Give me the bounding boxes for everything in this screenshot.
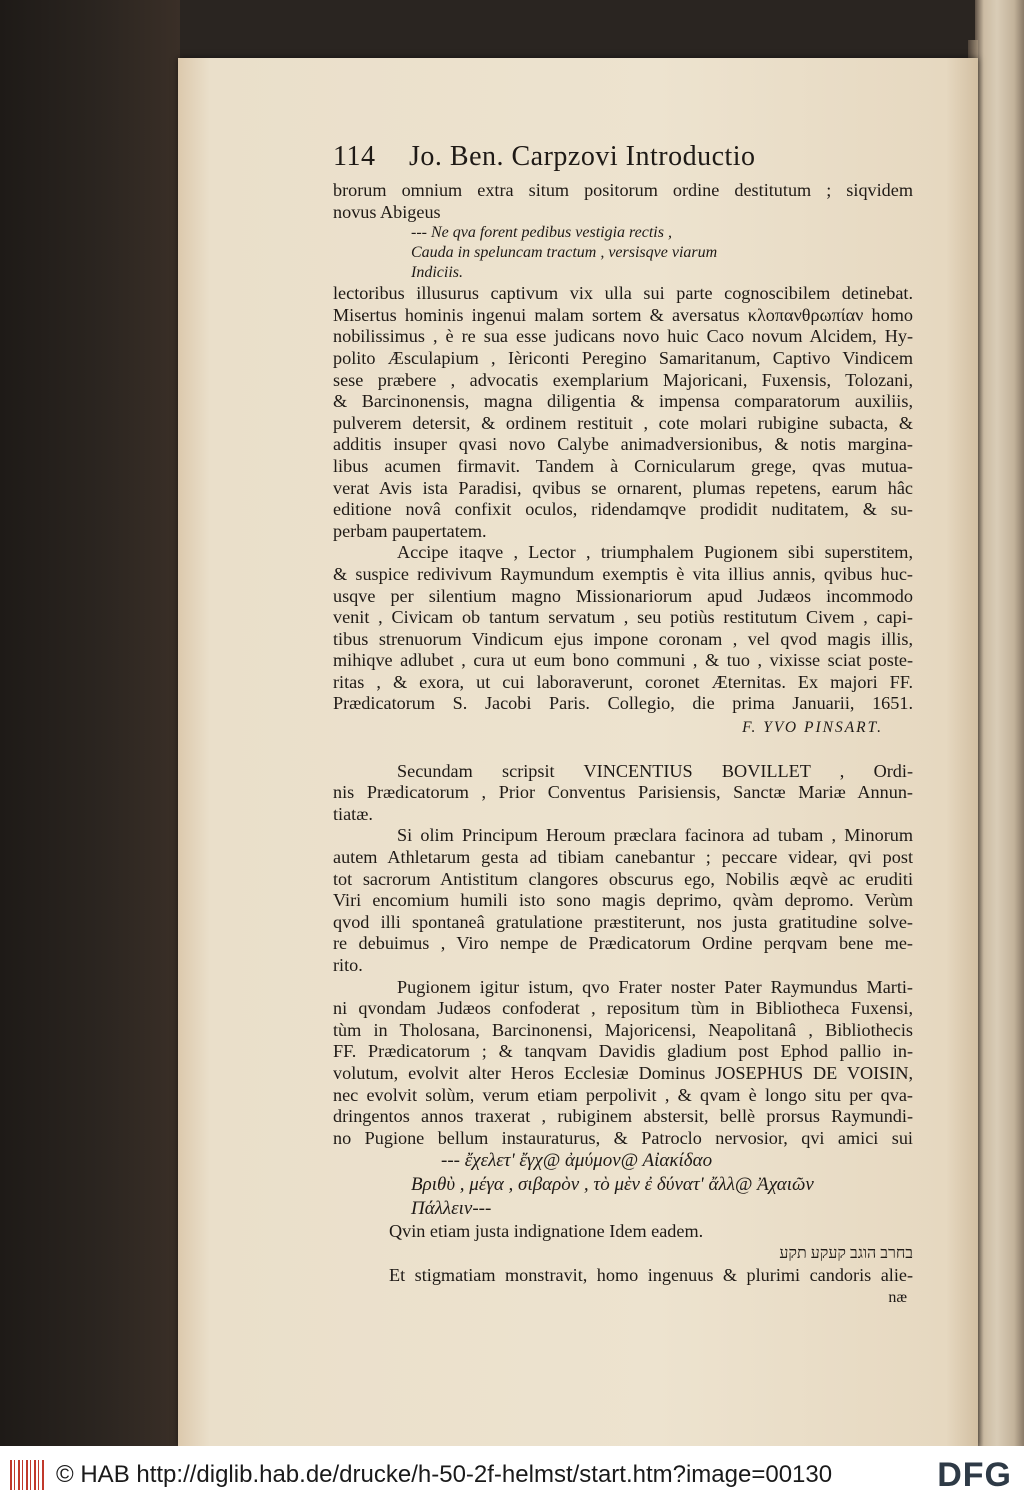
catchword: næ — [888, 1288, 907, 1306]
greek-verse: Βριθὺ , μέγα , σιβαρὸν , τὸ μὲν ἐ δύνατ' ἄλλ@ Ἀχαιῶν — [411, 1174, 814, 1196]
text-line: usqve per silentium magno Missionariorum apud Judæos incommodo — [333, 585, 913, 606]
text-line: sese præbere , advocatis exemplarium Majoricani, Fuxensis, Tolozani, — [333, 369, 913, 390]
text-line: & suspice redivivum Raymundum exemptis è vita illius annis, qvibus huc- — [333, 563, 913, 584]
text-line: pulverem detersit, & ordinem restituit , cote molari rubigine subacta, & — [333, 412, 913, 433]
hebrew-line: בחרב הוגב קעקע תקע — [779, 1244, 913, 1262]
text-line: polito Æsculapium , Ièriconti Peregino Samaritanum, Captivo Vindicem — [333, 347, 913, 368]
text-line: dringentos annos traxerat , rubiginem abstersit, bellè prorsus Raymundi- — [333, 1106, 913, 1127]
text-line: rito. — [333, 955, 363, 975]
text-line: Viri encomium humili isto sono magis deprimo, qvàm depromo. Verùm — [333, 890, 913, 911]
footer-bar — [0, 1446, 1024, 1504]
text-line: nec evolvit solùm, verum etiam perpolivit , & qvam è longo situ per qva- — [333, 1084, 913, 1105]
running-header — [333, 140, 913, 174]
text-line: novus Abigeus — [333, 201, 441, 222]
paragraph-1 — [333, 283, 913, 542]
text-line: tùm in Tholosana, Barcinonensi, Majoricensi, Neapolitanâ , Bibliothecis — [333, 1019, 913, 1040]
text-line: Pugionem igitur istum, qvo Frater noster Pater Raymundus Marti- — [397, 976, 913, 997]
verse-line: --- Ne qva forent pedibus vestigia rectis , — [411, 224, 672, 242]
text-line: Si olim Principum Heroum præclara facinora ad tubam , Minorum — [397, 825, 913, 846]
page-text — [333, 140, 913, 1308]
text-line: nobilissimus , è re sua esse judicans novo huic Caco novum Alcidem, Hy- — [333, 326, 913, 347]
text-line: no Pugione bellum instauraturus, & Patroclo nervosior, qvi amici sui — [333, 1127, 913, 1148]
text-line: nis Prædicatorum , Prior Conventus Parisiensis, Sanctæ Mariæ Annun- — [333, 782, 913, 803]
book-binding-shadow — [0, 0, 180, 1446]
text-line: lectoribus illusurus captivum vix ulla sui parte cognoscibilem detinebat. — [333, 283, 913, 304]
page-stack-edge — [975, 0, 1024, 1446]
paragraph-2 — [333, 542, 913, 715]
text-line: re debuimus , Viro nempe de Prædicatorum Ordine perqvam bene me- — [333, 933, 913, 954]
verse-line: Cauda in speluncam tractum , versisqve viarum — [411, 244, 718, 262]
text-line: brorum omnium extra situm positorum ordine destitutum ; siqvidem — [333, 180, 913, 200]
signature: F. YVO PINSART. — [742, 719, 883, 737]
text-line: FF. Prædicatorum ; & tanqvam Davidis gladium post Ephod pallio in- — [333, 1041, 913, 1062]
text-line: verat Avis ista Paradisi, qvibus se ornarent, plumas repetens, earum hâc — [333, 477, 913, 498]
paragraph-5 — [333, 977, 913, 1150]
text-line: tibus strenuorum Vindicum ejus impone coronam , vel qvod magis illis, — [333, 628, 913, 649]
barcode-icon — [10, 1460, 44, 1490]
text-line: mihiqve adlubet , cura ut eum bono communi , & tuo , vixisse sciat poste- — [333, 650, 913, 671]
text-line: Et stigmatiam monstravit, homo ingenuus & plurimi candoris alie- — [389, 1264, 913, 1285]
text-line: volutum, evolvit alter Heros Ecclesiæ Dominus JOSEPHUS DE VOISIN, — [333, 1062, 913, 1083]
text-line: ritas , & exora, ut cui laboraverunt, coronet Æternitas. Ex majori FF. — [333, 671, 913, 692]
page-number: 114 — [333, 141, 376, 172]
text-line: Prædicatorum S. Jacobi Paris. Collegio, die prima Januarii, 1651. — [333, 693, 913, 714]
text-line: autem Athletarum gesta ad tibiam canebantur ; peccare videar, qvi post — [333, 847, 913, 868]
text-line: ni qvondam Judæos confoderat , repositum tùm in Bibliotheca Fuxensi, — [333, 998, 913, 1019]
text-line: additis insuper qvasi novo Calybe animadversionibus, & notis margina- — [333, 434, 913, 455]
paragraph-3 — [333, 761, 913, 826]
text-line: tiatæ. — [333, 803, 373, 824]
text-line: venit , Civicam ob tantum servatum , seu potiùs restitutum Civem , capi- — [333, 607, 913, 628]
running-title: Jo. Ben. Carpzovi Introductio — [409, 141, 756, 172]
text-line: tot sacrorum Antistitum clangores obscurus ego, Nobilis æqvè ac eruditi — [333, 868, 913, 889]
text-line: Misertus hominis ingenui malam sortem & aversatus κλοπανθρωπίαν homo — [333, 304, 913, 325]
text-line: Qvin etiam justa indignatione Idem eadem. — [389, 1221, 704, 1242]
text-line: Secundam scripsit VINCENTIUS BOVILLET , Ordi- — [397, 760, 913, 781]
dfg-logo: DFG — [937, 1455, 1012, 1494]
text-line: libus acumen firmavit. Tandem à Cornicularum grege, qvas mutua- — [333, 455, 913, 476]
text-line: Accipe itaqve , Lector , triumphalem Pugionem sibi superstitem, — [397, 542, 913, 563]
text-line: perbam paupertatem. — [333, 520, 487, 541]
text-line: & Barcinonensis, magna diligentia & impensa comparatorum auxiliis, — [333, 391, 913, 412]
greek-verse: Πάλλειν--- — [411, 1198, 492, 1220]
text-line: qvod illi spontaneâ gratulatione præstiterunt, nos justa gratitudine solve- — [333, 911, 913, 932]
greek-verse: --- ἔχελετ' ἔγχ@ ἀμύμον@ Αἰακίδαο — [441, 1150, 713, 1172]
source-credit-link[interactable]: © HAB http://diglib.hab.de/drucke/h-50-2f-helmst/start.htm?image=00130 — [56, 1461, 833, 1488]
text-line: editione novâ confixit oculos, ridendamqve prodidit nuditatem, & su- — [333, 499, 913, 520]
verse-line: Indiciis. — [411, 264, 463, 282]
paragraph-4 — [333, 825, 913, 976]
